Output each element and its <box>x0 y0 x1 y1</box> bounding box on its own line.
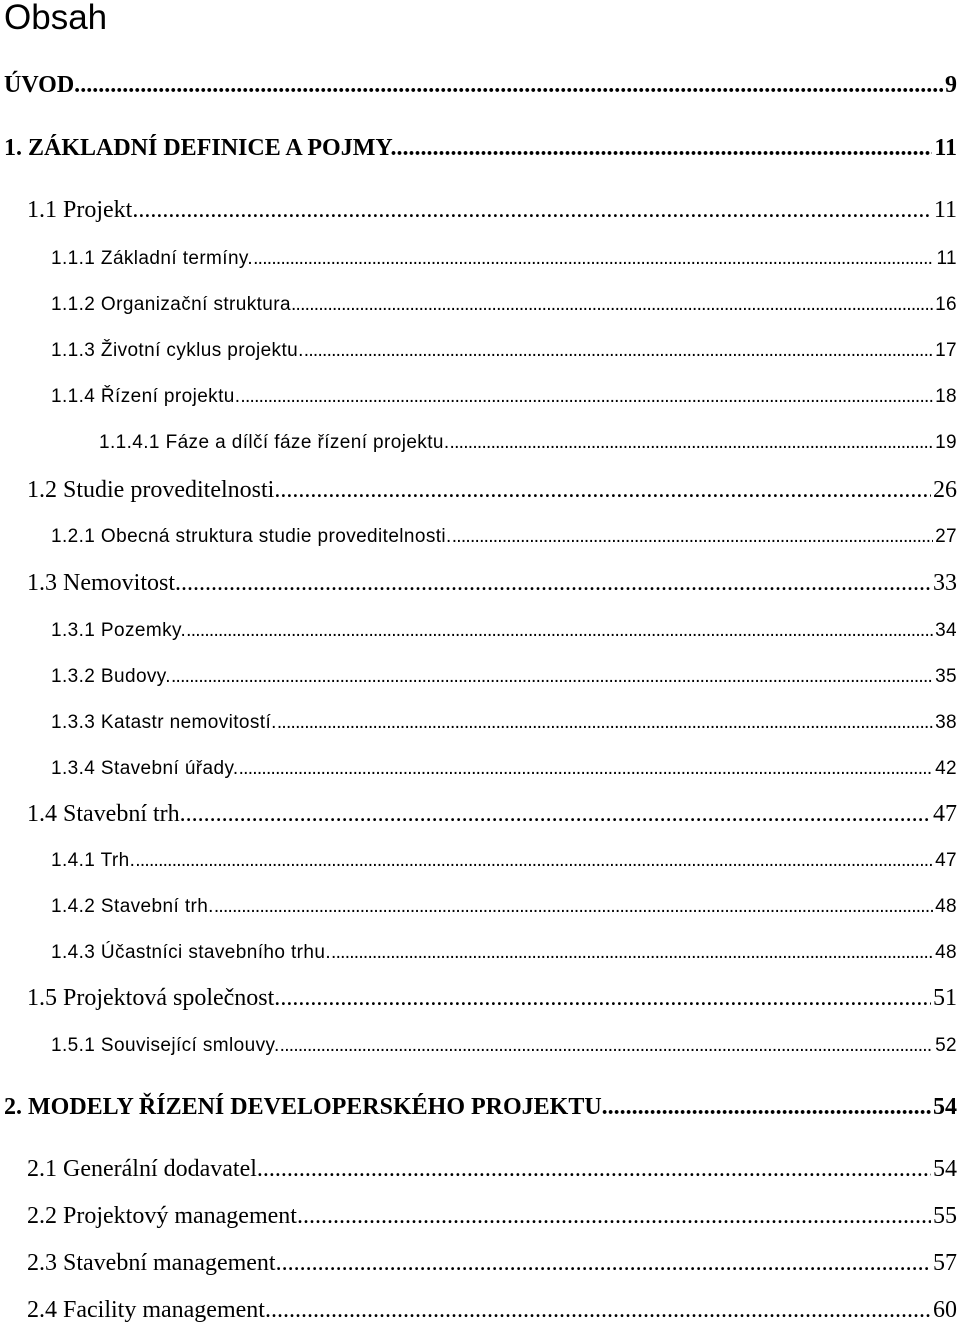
toc-entry[interactable] <box>27 1156 957 1183</box>
toc-entry-label: 1.1.1 Základní termíny. <box>51 248 254 269</box>
toc-entry[interactable] <box>51 620 957 642</box>
toc-entry-page: 27 <box>935 526 957 547</box>
toc-entry[interactable] <box>51 850 957 872</box>
toc-entry-page: 11 <box>934 135 957 161</box>
toc-entry-label: 2.1 Generální dodavatel. <box>27 1156 263 1182</box>
toc-entry[interactable] <box>27 1250 957 1277</box>
toc-entry[interactable] <box>4 1094 957 1121</box>
page-title: Obsah <box>4 0 108 37</box>
toc-dot-leader <box>291 294 933 316</box>
toc-entry-label: 1.3.1 Pozemky. <box>51 620 187 641</box>
toc-entry[interactable] <box>51 340 957 362</box>
toc-entry-page: 48 <box>935 896 957 917</box>
toc-dot-leader <box>186 620 933 642</box>
toc-dot-leader <box>181 570 931 597</box>
toc-entry-label: 2. MODELY ŘÍZENÍ DEVELOPERSKÉHO PROJEKTU. <box>4 1094 608 1120</box>
toc-entry-page: 11 <box>936 248 957 269</box>
toc-entry[interactable] <box>27 197 957 224</box>
toc-entry[interactable] <box>51 248 957 270</box>
toc-dot-leader <box>186 801 931 828</box>
toc-entry-page: 52 <box>935 1035 957 1056</box>
toc-entry[interactable] <box>51 712 957 734</box>
toc-entry-label: 2.2 Projektový management. <box>27 1203 303 1229</box>
toc-dot-leader <box>280 1035 933 1057</box>
toc-dot-leader <box>280 985 931 1012</box>
toc-dot-leader <box>138 197 932 224</box>
toc-entry-label: 1.4.2 Stavební trh. <box>51 896 214 917</box>
toc-entry[interactable] <box>27 477 957 504</box>
toc-entry-page: 47 <box>935 850 957 871</box>
toc-entry-page: 18 <box>935 386 957 407</box>
toc-entry[interactable] <box>27 985 957 1012</box>
toc-entry-page: 55 <box>933 1203 957 1229</box>
toc-dot-leader <box>271 1297 931 1324</box>
toc-entry[interactable] <box>27 1203 957 1230</box>
toc-dot-leader <box>304 340 933 362</box>
toc-entry-page: 42 <box>935 758 957 779</box>
toc-dot-leader <box>303 1203 931 1230</box>
toc-entry-label: 1.3.3 Katastr nemovitostí. <box>51 712 277 733</box>
toc-entry[interactable] <box>4 135 957 162</box>
toc-entry-label: 1.5.1 Související smlouvy. <box>51 1035 280 1056</box>
toc-entry-page: 47 <box>933 801 957 827</box>
toc-entry-label: 1. ZÁKLADNÍ DEFINICE A POJMY. <box>4 135 397 161</box>
toc-dot-leader <box>263 1156 931 1183</box>
toc-entry-page: 16 <box>935 294 957 315</box>
toc-entry[interactable] <box>51 758 957 780</box>
toc-entry[interactable] <box>27 570 957 597</box>
toc-entry-page: 26 <box>933 477 957 503</box>
toc-entry[interactable] <box>51 386 957 408</box>
toc-entry-page: 35 <box>935 666 957 687</box>
toc-dot-leader <box>282 1250 931 1277</box>
toc-entry-page: 33 <box>933 570 957 596</box>
toc-entry-page: 54 <box>933 1156 957 1182</box>
toc-entry-page: 54 <box>933 1094 957 1120</box>
toc-entry-page: 60 <box>933 1297 957 1323</box>
toc-entry-page: 34 <box>935 620 957 641</box>
toc-entry[interactable] <box>27 801 957 828</box>
toc-entry[interactable] <box>51 294 957 316</box>
toc-entry-label: 1.1.2 Organizační struktura <box>51 294 291 315</box>
toc-dot-leader <box>239 758 933 780</box>
toc-entry-label: 1.1 Projekt. <box>27 197 139 223</box>
toc-dot-leader <box>171 666 933 688</box>
toc-dot-leader <box>450 432 934 454</box>
toc-entry-label: 1.5 Projektová společnost. <box>27 985 281 1011</box>
toc-entry-page: 57 <box>933 1250 957 1276</box>
toc-entry[interactable] <box>27 1297 957 1324</box>
toc-entry-label: 1.2 Studie proveditelnosti. <box>27 477 281 503</box>
toc-entry-label: 1.3.4 Stavební úřady. <box>51 758 239 779</box>
toc-entry-page: 11 <box>933 197 957 223</box>
toc-entry-page: 48 <box>935 942 957 963</box>
toc-entry-label: 2.3 Stavební management. <box>27 1250 282 1276</box>
toc-entry[interactable] <box>99 432 957 454</box>
toc-dot-leader <box>608 1094 931 1121</box>
toc-entry-page: 17 <box>935 340 957 361</box>
toc-dot-leader <box>214 896 933 918</box>
toc-dot-leader <box>452 526 933 548</box>
toc-entry-label: 1.1.4.1 Fáze a dílčí fáze řízení projektu. <box>99 432 450 453</box>
toc-entry[interactable] <box>51 666 957 688</box>
toc-entry[interactable] <box>51 526 957 548</box>
toc-dot-leader <box>253 248 934 270</box>
toc-entry-label: 1.4.3 Účastníci stavebního trhu. <box>51 942 332 963</box>
toc-entry-page: 19 <box>935 432 957 453</box>
toc-dot-leader <box>277 712 933 734</box>
toc-entry-label: 1.3.2 Budovy. <box>51 666 171 687</box>
toc-entry[interactable] <box>4 72 957 99</box>
toc-entry-label: ÚVOD. <box>4 72 81 98</box>
toc-dot-leader <box>240 386 933 408</box>
toc-entry-label: 1.4.1 Trh. <box>51 850 136 871</box>
toc-entry-page: 38 <box>935 712 957 733</box>
toc-dot-leader <box>331 942 933 964</box>
toc-entry-label: 1.1.3 Životní cyklus projektu. <box>51 340 304 361</box>
toc-entry[interactable] <box>51 942 957 964</box>
toc-dot-leader <box>397 135 933 162</box>
toc-dot-leader <box>280 477 931 504</box>
toc-entry-page: 51 <box>933 985 957 1011</box>
toc-entry-page: 9 <box>945 72 957 98</box>
toc-entry-label: 1.3 Nemovitost. <box>27 570 181 596</box>
toc-dot-leader <box>80 72 943 99</box>
toc-dot-leader <box>135 850 933 872</box>
toc-entry-label: 1.2.1 Obecná struktura studie proveditelnosti. <box>51 526 452 547</box>
toc-entry[interactable] <box>51 896 957 918</box>
toc-entry-label: 1.4 Stavební trh. <box>27 801 186 827</box>
toc-entry-label: 2.4 Facility management. <box>27 1297 271 1323</box>
toc-entry[interactable] <box>51 1035 957 1057</box>
toc-entry-label: 1.1.4 Řízení projektu. <box>51 386 241 407</box>
